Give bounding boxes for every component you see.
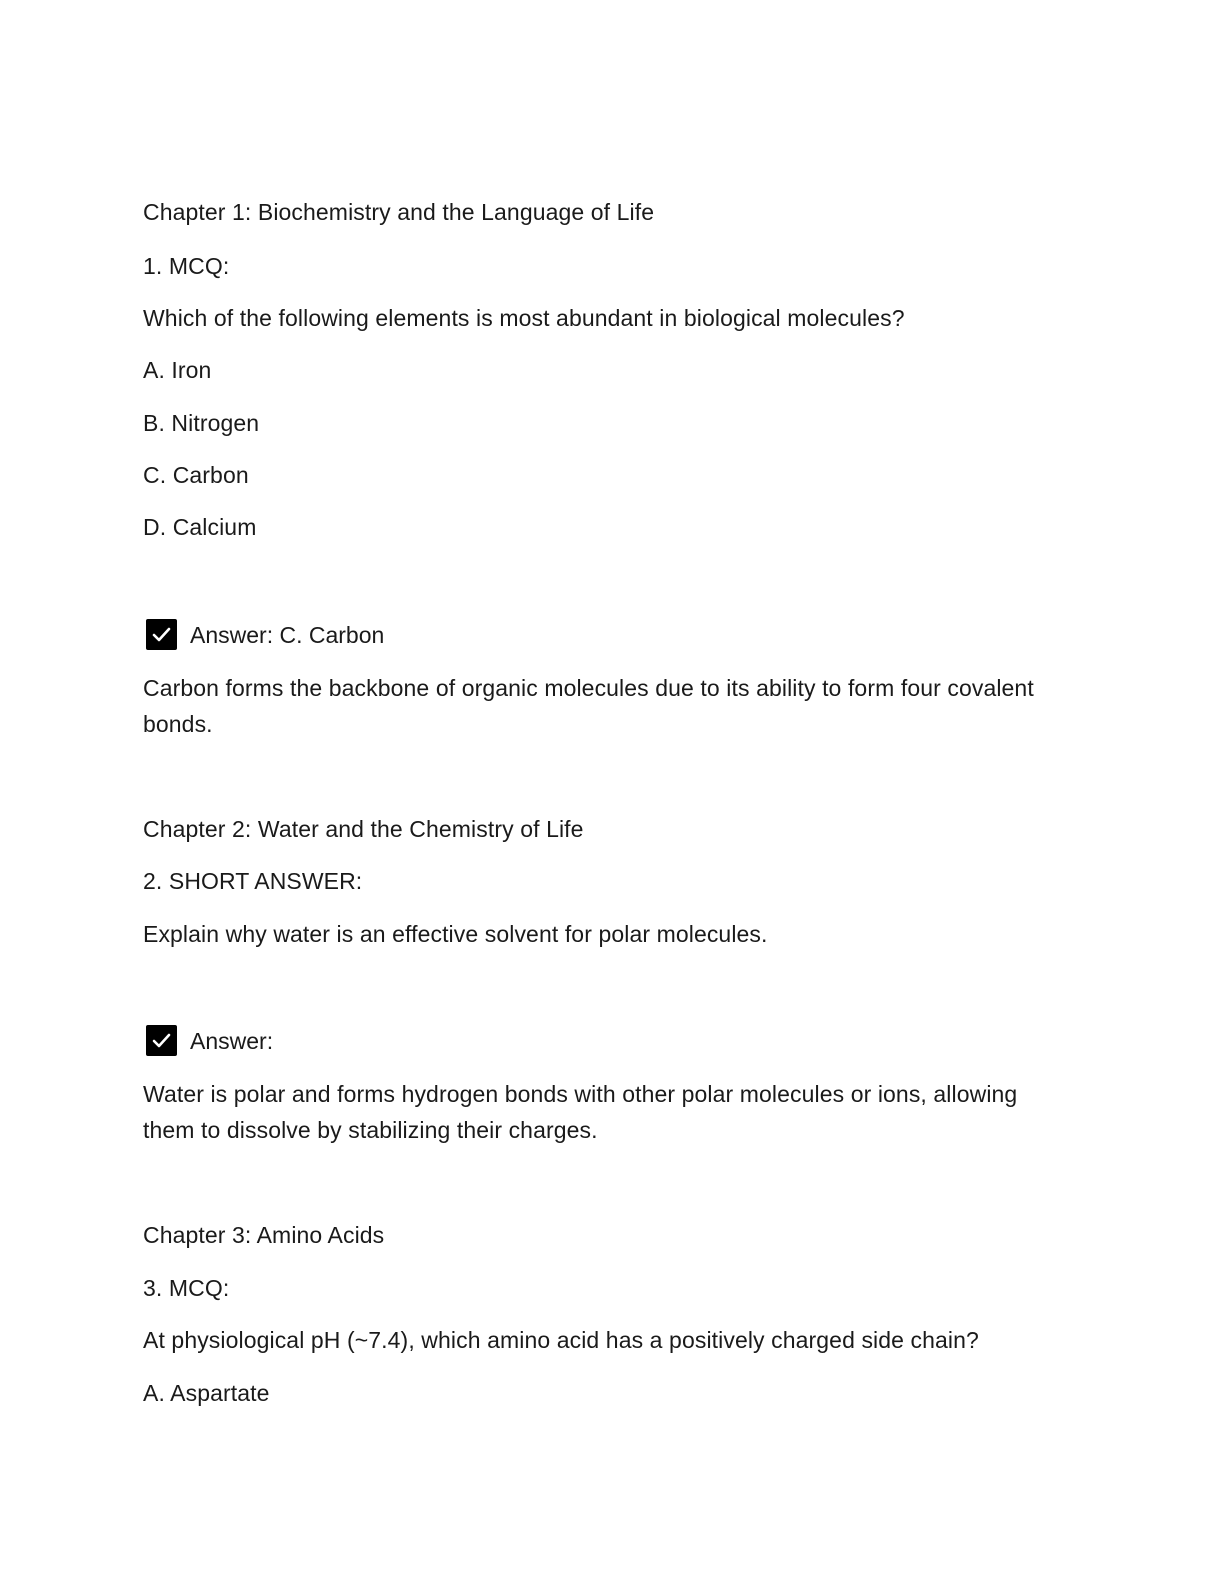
check-box-icon: [146, 1025, 177, 1056]
question-3-option-a: A. Aspartate: [143, 1380, 270, 1406]
answer-1-explanation: Carbon forms the backbone of organic molecules due to its ability to form four covalent bonds.: [143, 675, 1034, 737]
chapter-2-heading: Chapter 2: Water and the Chemistry of Life: [143, 816, 584, 842]
check-box-icon: [146, 619, 177, 650]
question-3-text: At physiological pH (~7.4), which amino acid has a positively charged side chain?: [143, 1327, 979, 1353]
answer-1-label: Answer: C. Carbon: [190, 622, 385, 648]
chapter-3-heading: Chapter 3: Amino Acids: [143, 1222, 385, 1248]
answer-2-row: [146, 1023, 746, 1059]
question-2-text: Explain why water is an effective solvent for polar molecules.: [143, 921, 768, 947]
answer-1-row: [146, 617, 746, 653]
question-2-label: 2. SHORT ANSWER:: [143, 868, 363, 894]
answer-2-explanation: Water is polar and forms hydrogen bonds with other polar molecules or ions, allowing them to dissolve by stabilizing their charges.: [143, 1081, 1018, 1143]
question-1-text: Which of the following elements is most abundant in biological molecules?: [143, 305, 905, 331]
question-1-option-d: D. Calcium: [143, 514, 257, 540]
question-1-option-b: B. Nitrogen: [143, 410, 260, 436]
question-1-label: 1. MCQ:: [143, 253, 230, 279]
question-1-option-a: A. Iron: [143, 357, 212, 383]
chapter-1-heading: Chapter 1: Biochemistry and the Language of Life: [143, 199, 655, 225]
question-3-label: 3. MCQ:: [143, 1275, 230, 1301]
question-1-option-c: C. Carbon: [143, 462, 249, 488]
answer-2-label: Answer:: [190, 1028, 274, 1054]
